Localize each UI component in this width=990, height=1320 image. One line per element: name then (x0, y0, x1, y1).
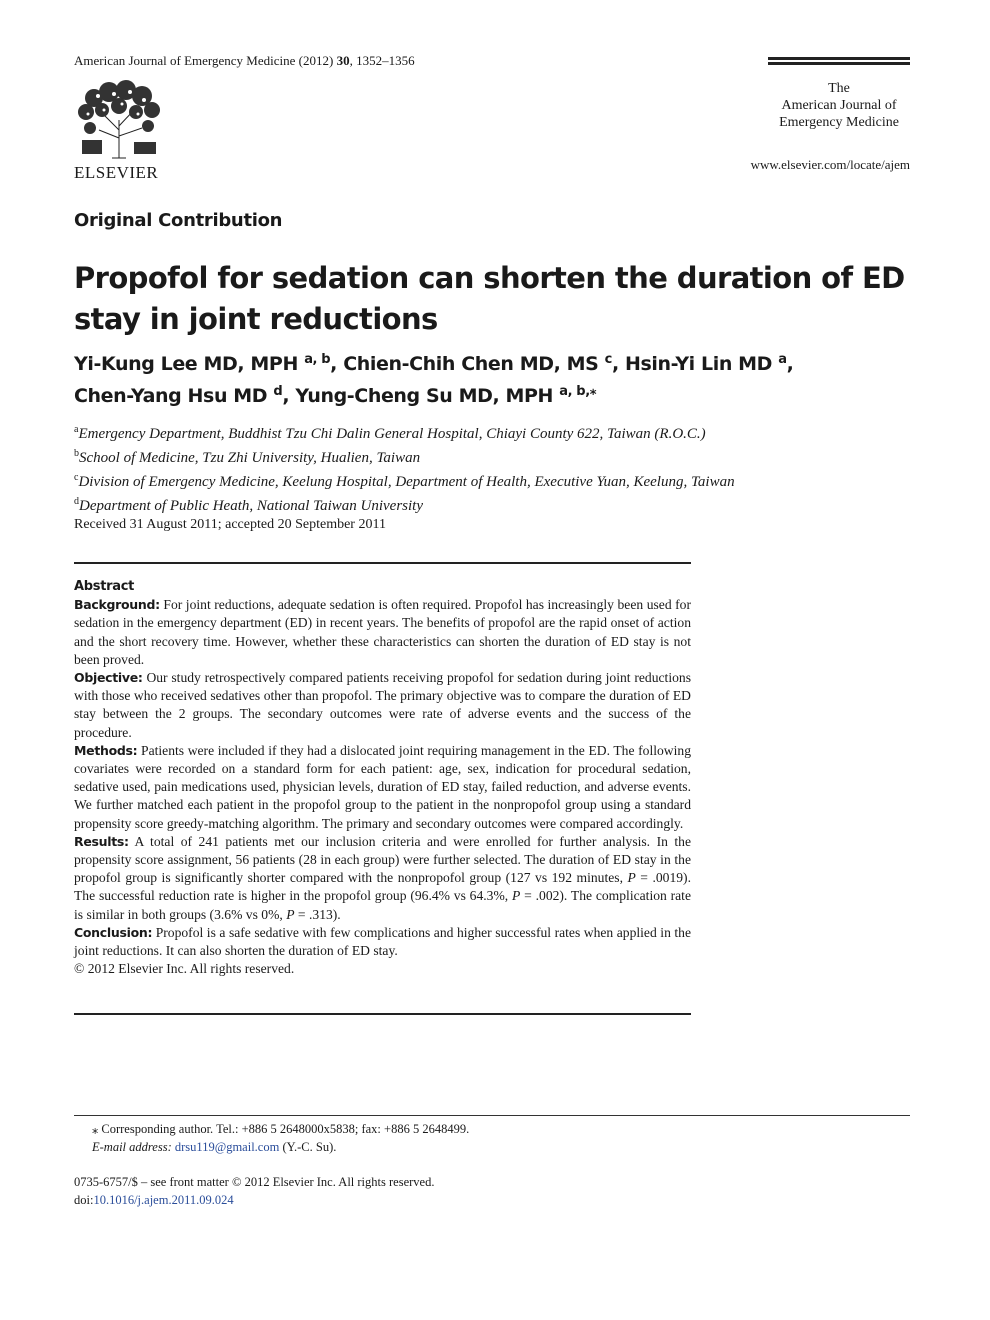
abstract-objective: Objective: Our study retrospectively compared patients receiving propofol for sedation during joint reductions with those who received sedatives other than propofol. The primary objective was to compare the duration of ED stay between the 2 groups. The secondary outcomes were rate of adverse events and the success of the procedure. (74, 670, 691, 740)
abstract-methods: Methods: Patients were included if they had a dislocated joint requiring management in the ED. The following covariates were recorded on a standard form for each patient: age, sex, indication for procedural sedation, sedative used, pain medications used, physician levels, duration of ED stay, failed reduction, and adverse events. We further matched each patient in the propofol group to the patient in the nonpropofol group using a standard propensity score greedy-matching algorithm. The primary and secondary outcomes were compared accordingly. (74, 742, 691, 831)
front-matter (74, 1173, 434, 1209)
author: Chien-Chih Chen MD, MS $^c$, (343, 352, 625, 375)
journal-line-1: The (828, 81, 850, 96)
publisher-name: ELSEVIER (74, 163, 159, 182)
affiliation: $^b$School of Medicine, Tzu Zhi University, Hualien, Taiwan (74, 448, 421, 466)
author: Hsin-Yi Lin MD $^a$, (624, 352, 794, 375)
citation-journal: American Journal of Emergency Medicine (2012) (74, 53, 334, 68)
journal-citation (74, 53, 415, 69)
doi-line: doi:10.1016/j.ajem.2011.09.024 (74, 1193, 234, 1207)
abstract-conclusion: Conclusion: Propofol is a safe sedative with few complications and higher successful rates when applied in the joint reductions. It can also shorten the duration of ED stay. (74, 924, 691, 959)
journal-masthead (768, 80, 910, 131)
article-title: Propofol for sedation can shorten the duration of ED stay in joint reductions (74, 261, 905, 336)
email-link[interactable]: drsu119@gmail.com (174, 1140, 280, 1154)
abstract-results: Results: A total of 241 patients met our inclusion criteria and were enrolled for further analysis. In the propensity score assignment, 56 patients (28 in each group) were further selected. The duration of ED stay in the propofol group is significantly shorter compared with the nonpropofol group (127 vs 192 minutes, P = .0019). The successful reduction rate is higher in the propofol group (96.4% vs 64.3%, P = .002). The complication rate is similar in both groups (3.6% vs 0%, P = .313). (74, 833, 691, 922)
abstract-copyright: © 2012 Elsevier Inc. All rights reserved. (74, 961, 295, 977)
author: Chen-Yang Hsu MD $^d$, (74, 384, 296, 407)
corresponding-author: ⁎ Corresponding author. Tel.: +886 5 2648000x5838; fax: +886 5 2648499. (92, 1122, 470, 1136)
email-line: E-mail address: drsu119@gmail.com (Y.-C. Su). (92, 1140, 337, 1154)
abstract-bottom-rule (74, 1013, 691, 1015)
received-dates: Received 31 August 2011; accepted 20 September 2011 (74, 517, 386, 532)
abstract (74, 578, 691, 978)
issn-line: 0735-6757/$ – see front matter © 2012 Elsevier Inc. All rights reserved. (74, 1175, 435, 1189)
affiliations (74, 420, 934, 516)
affiliation: $^d$Department of Public Heath, National Taiwan University (74, 496, 424, 514)
footnote (74, 1120, 910, 1156)
author: Yi-Kung Lee MD, MPH $^{a, b}$, (74, 352, 344, 375)
citation-volume: 30 (336, 53, 350, 68)
doi-link[interactable]: 10.1016/j.ajem.2011.09.024 (93, 1193, 234, 1207)
abstract-top-rule (74, 562, 691, 564)
abstract-heading: Abstract (74, 579, 135, 594)
affiliation: $^c$Division of Emergency Medicine, Keelung Hospital, Department of Health, Executive Yuan, Keelung, Taiwan (74, 472, 735, 490)
affiliation: $^a$Emergency Department, Buddhist Tzu Chi Dalin General Hospital, Chiayi County 622, Taiwan (R.O.C.) (74, 424, 706, 442)
section-label: Original Contribution (74, 210, 283, 231)
footnote-rule (74, 1115, 910, 1116)
citation-pages: , 1352–1356 (349, 53, 415, 68)
journal-line-3: Emergency Medicine (779, 115, 899, 130)
journal-url[interactable]: www.elsevier.com/locate/ajem (750, 157, 910, 172)
journal-masthead-rules (768, 57, 910, 67)
author-list (74, 346, 914, 410)
journal-line-2: American Journal of (781, 98, 897, 113)
abstract-background: Background: For joint reductions, adequate sedation is often required. Propofol has increasingly been used for sedation in the emergency department (ED) in recent years. The benefits of propofol are the rapid onset of action and the short recovery time. However, whether these characteristics can shorten the duration of ED stay is not been proved. (74, 597, 691, 667)
author: Yung-Cheng Su MD, MPH $^{a, b,⁎}$ (295, 384, 597, 407)
